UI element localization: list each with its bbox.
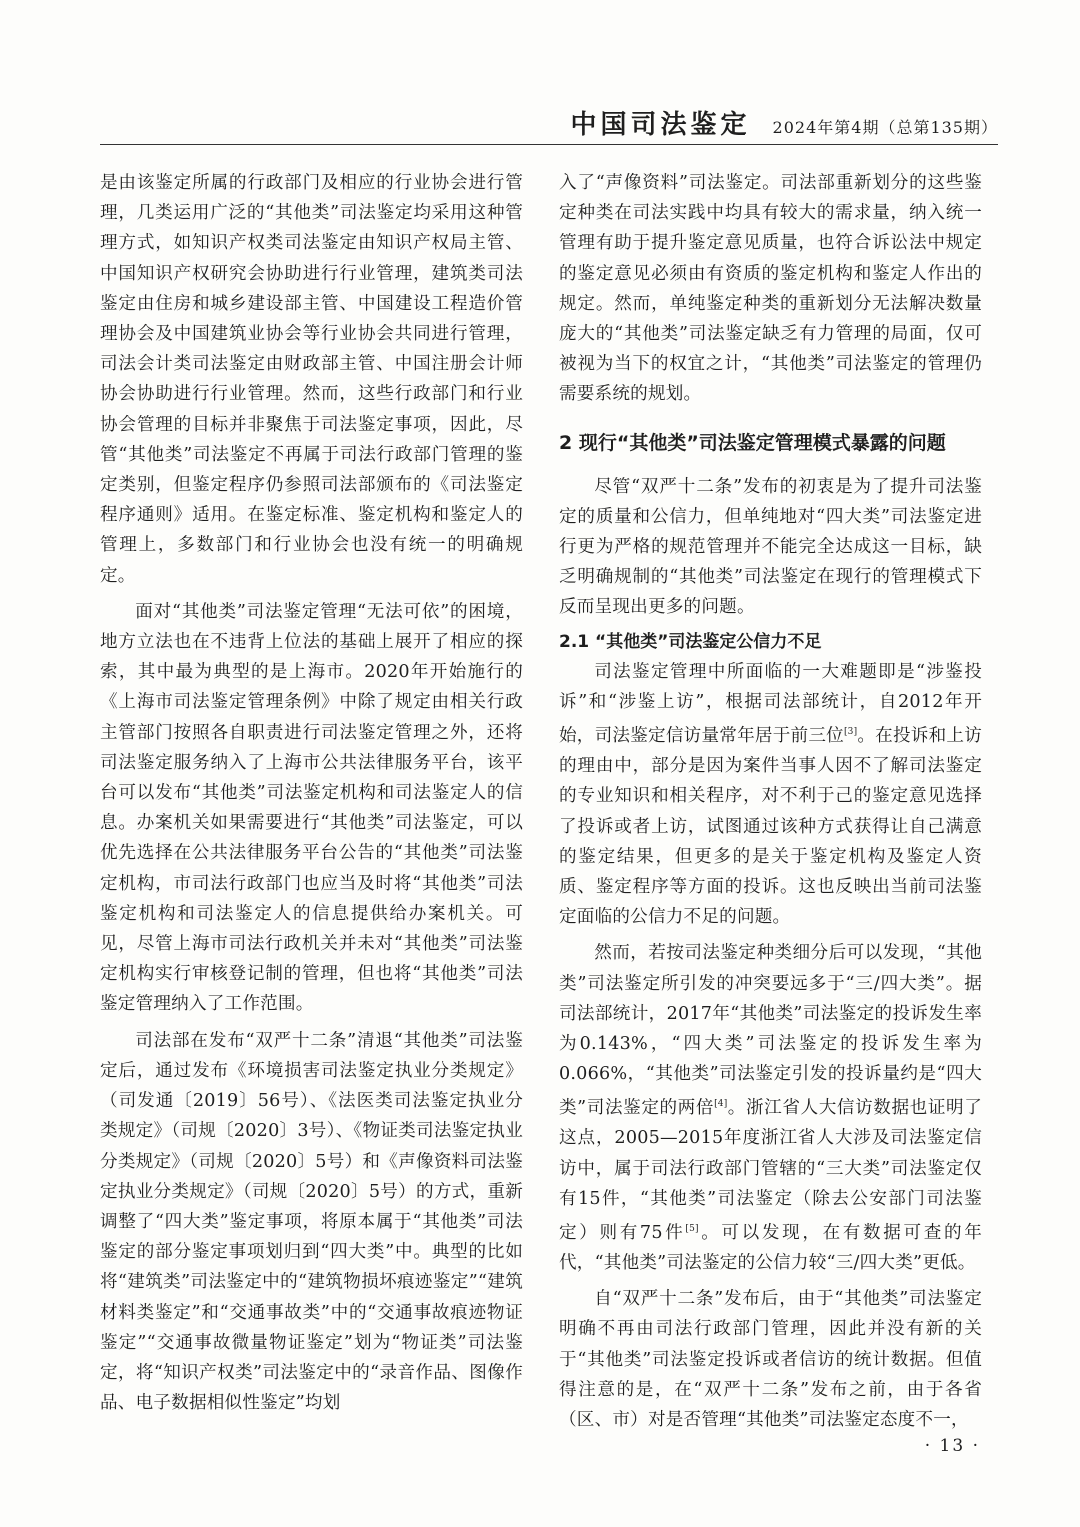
running-header xyxy=(100,104,998,145)
paragraph: 入了“声像资料”司法鉴定。司法部重新划分的这些鉴定种类在司法实践中均具有较大的需求量，纳入统一管理有助于提升鉴定意见质量，也符合诉讼法中规定的鉴定意见必须由有资质的鉴定机构和鉴定人作出的规定。然而，单纯鉴定种类的重新划分无法解决数量庞大的“其他类”司法鉴定缺乏有力管理的局面，仅可被视为当下的权宜之计，“其他类”司法鉴定的管理仍需要系统的规划。 xyxy=(559,173,982,405)
section-heading: 2 现行“其他类”司法鉴定管理模式暴露的问题 xyxy=(559,431,946,454)
paragraph-text: 然而，若按司法鉴定种类细分后可以发现，“其他类”司法鉴定所引发的冲突要远多于“三/四大类”。据司法部统计，2017年“其他类”司法鉴定的投诉发生率为0.143%，“四大类”司法鉴定的投诉发生率为0.066%，“其他类”司法鉴定引发的投诉量约是“四大类”司法鉴定的两倍 xyxy=(559,943,982,1119)
page-number: · 13 · xyxy=(924,1436,980,1456)
subsection-heading: 2.1 “其他类”司法鉴定公信力不足 xyxy=(559,631,822,652)
paragraph-text: 。浙江省人大信访数据也证明了这点，2005—2015年度浙江省人大涉及司法鉴定信访中，属于司法行政部门管辖的“三大类”司法鉴定仅有15件，“其他类”司法鉴定（除去公安部门司法鉴定）则有75件 xyxy=(559,1098,982,1243)
citation-ref: [3] xyxy=(843,727,858,738)
paragraph: 司法部在发布“双严十二条”清退“其他类”司法鉴定后，通过发布《环境损害司法鉴定执业分类规定》（司发通〔2019〕56号）、《法医类司法鉴定执业分类规定》（司规〔2020〕3号）、《物证类司法鉴定执业分类规定》（司规〔2020〕5号）和《声像资料司法鉴定执业分类规定》（司规〔2020〕5号）的方式，重新调整了“四大类”鉴定事项，将原本属于“其他类”司法鉴定的部分鉴定事项划归到“四大类”中。典型的比如将“建筑类”司法鉴定中的“建筑物损坏痕迹鉴定”“建筑材料类鉴定”和“交通事故类”中的“交通事故痕迹物证鉴定”“交通事故微量物证鉴定”划为“物证类”司法鉴定，将“知识产权类”司法鉴定中的“录音作品、图像作品、电子数据相似性鉴定”均划 xyxy=(100,1030,523,1414)
paragraph-text: 司法鉴定管理中所面临的一大难题即是“涉鉴投诉”和“涉鉴上访”，根据司法部统计，自2012年开始，司法鉴定信访量常年居于前三位 xyxy=(559,661,982,746)
article-body xyxy=(100,168,982,1458)
citation-ref: [5] xyxy=(685,1224,699,1235)
left-column xyxy=(100,168,523,1458)
paragraph xyxy=(559,657,982,933)
right-column xyxy=(559,168,982,1458)
paragraph-text: 。可以发现，在有数据可查的年代，“其他类”司法鉴定的公信力较“三/四大类”更低。 xyxy=(559,1222,982,1274)
paragraph: 尽管“双严十二条”发布的初衷是为了提升司法鉴定的质量和公信力，但单纯地对“四大类”司法鉴定进行更为严格的规范管理并不能完全达成这一目标，缺乏明确规制的“其他类”司法鉴定在现行的管理模式下反而呈现出更多的问题。 xyxy=(559,476,982,618)
paragraph-text: 。在投诉和上访的理由中，部分是因为案件当事人因不了解司法鉴定的专业知识和相关程序，对不利于己的鉴定意见选择了投诉或者上访，试图通过该种方式获得让自己满意的鉴定结果，但更多的是关于鉴定机构及鉴定人资质、鉴定程序等方面的投诉。这也反映出当前司法鉴定面临的公信力不足的问题。 xyxy=(559,725,982,928)
issue-info: 2024年第4期（总第135期） xyxy=(772,118,998,137)
paragraph: 是由该鉴定所属的行政部门及相应的行业协会进行管理，几类运用广泛的“其他类”司法鉴定均采用这种管理方式，如知识产权类司法鉴定由知识产权局主管、中国知识产权研究会协助进行行业管理，建筑类司法鉴定由住房和城乡建设部主管、中国建设工程造价管理协会及中国建筑业协会等行业协会共同进行管理，司法会计类司法鉴定由财政部主管、中国注册会计师协会协助进行行业管理。然而，这些行政部门和行业协会管理的目标并非聚焦于司法鉴定事项，因此，尽管“其他类”司法鉴定不再属于司法行政部门管理的鉴定类别，但鉴定程序仍参照司法部颁布的《司法鉴定程序通则》适用。在鉴定标准、鉴定机构和鉴定人的管理上，多数部门和行业协会也没有统一的明确规定。 xyxy=(100,173,523,586)
paragraph: 面对“其他类”司法鉴定管理“无法可依”的困境，地方立法也在不违背上位法的基础上展开了相应的探索，其中最为典型的是上海市。2020年开始施行的《上海市司法鉴定管理条例》中除了规定由相关行政主管部门按照各自职责进行司法鉴定管理之外，还将司法鉴定服务纳入了上海市公共法律服务平台，该平台可以发布“其他类”司法鉴定机构和司法鉴定人的信息。办案机关如果需要进行“其他类”司法鉴定，可以优先选择在公共法律服务平台公告的“其他类”司法鉴定机构，市司法行政部门也应当及时将“其他类”司法鉴定机构和司法鉴定人的信息提供给办案机关。可见，尽管上海市司法行政机关并未对“其他类”司法鉴定机构实行审核登记制的管理，但也将“其他类”司法鉴定管理纳入了工作范围。 xyxy=(100,601,523,1015)
journal-name: 中国司法鉴定 xyxy=(570,110,751,140)
citation-ref: [4] xyxy=(714,1099,728,1110)
paragraph: 自“双严十二条”发布后，由于“其他类”司法鉴定明确不再由司法行政部门管理，因此并没有新的关于“其他类”司法鉴定投诉或者信访的统计数据。但值得注意的是，在“双严十二条”发布之前，由于各省（区、市）对是否管理“其他类”司法鉴定态度不一， xyxy=(559,1289,982,1431)
paragraph xyxy=(559,938,982,1278)
